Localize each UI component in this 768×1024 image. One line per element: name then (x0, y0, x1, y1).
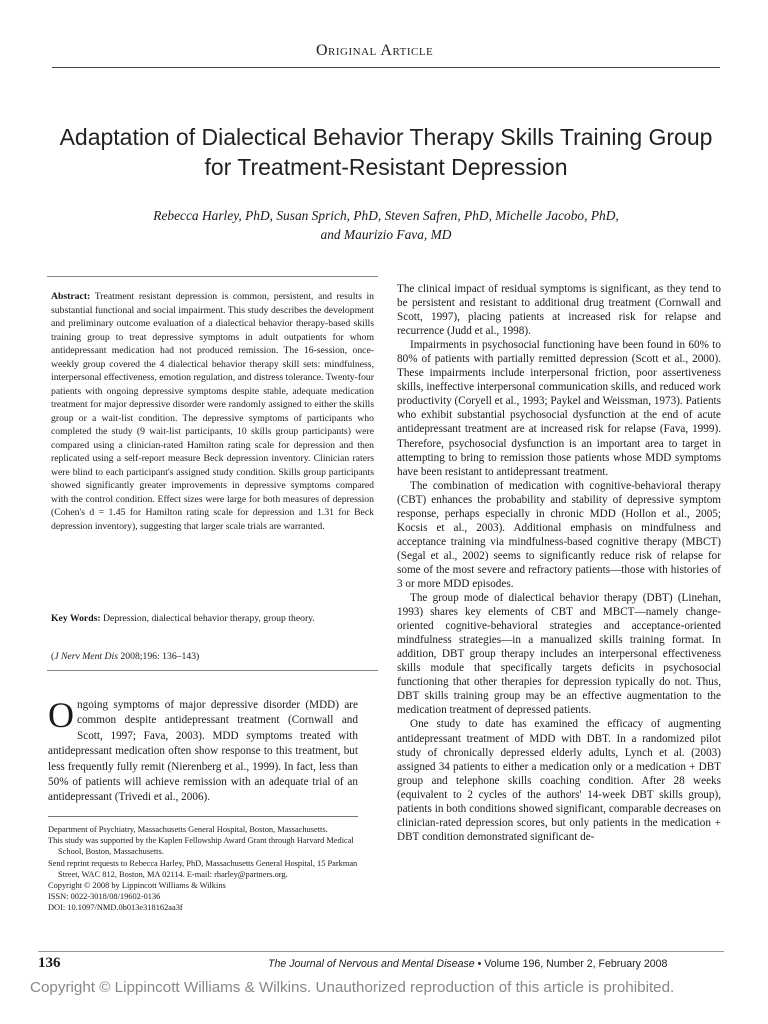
journal-footer (268, 958, 667, 970)
footnote-affiliation: Department of Psychiatry, Massachusetts General Hospital, Boston, Massachusetts. (48, 825, 328, 834)
body-paragraph: The combination of medication with cognitive-behavioral therapy (CBT) enhances the probability and stability of depressive symptom response, perhaps especially in chronic MDD (Hollon et al., 2005; Kocsis et al., 2003). Additional emphasis on mindfulness and acceptance training via mindfulness-based cognitive therapy (MBCT) (Segal et al., 2002) seems to significantly reduce risk of relapse for some of the most severe and refractory patients—those with histories of 3 or more MDD episodes. (397, 479, 721, 590)
body-paragraph: One study to date has examined the efficacy of augmenting antidepressant treatment of MDD with DBT. In a randomized pilot study of chronically depressed elderly adults, Lynch et al. (2003) assigned 34 patients to either a medication only or a medication + DBT group and telephone skills coaching condition. After 28 weeks (equivalent to 2 cycles of the authors' 14-week DBT skills group), patients in both conditions showed significant, comparable decreases on clinician-rated depression scores, but only patients in the medication + DBT condition demonstrated significant de- (397, 718, 721, 843)
body-paragraph: The group mode of dialectical behavior therapy (DBT) (Linehan, 1993) shares key elements of CBT and MBCT—namely change-oriented cognitive-behavioral strategies and acceptance-oriented mindfulness strategies—in a manualized skills training format. In addition, DBT group therapy includes an interpersonal effectiveness skills module that specifically targets deficits in psychosocial functioning that other therapies for depression typically do not. Thus, DBT skills training group may be an effective augmentation to the medication treatment of depressed patients. (397, 592, 721, 717)
footnote-copyright: Copyright © 2008 by Lippincott Williams & Wilkins (48, 881, 226, 891)
keywords (51, 612, 374, 626)
footnote-reprints: Send reprint requests to Rebecca Harley, PhD, Massachusetts General Hospital, 15 Parkman Street, WAC 812, Boston, MA 02114. E-mail: rharley@partners.org. (48, 858, 358, 879)
footer-rule (38, 951, 724, 952)
authors-line-2: and Maurizio Fava, MD (320, 227, 452, 242)
author-list (60, 206, 712, 244)
article-title: Adaptation of Dialectical Behavior Therapy Skills Training Group for Treatment-Resistant Depression (59, 124, 713, 180)
footnote-rule (48, 816, 358, 817)
journal-issue: • Volume 196, Number 2, February 2008 (477, 958, 668, 970)
journal-name: The Journal of Nervous and Mental Disease (268, 958, 475, 970)
abstract (51, 290, 374, 533)
keywords-text: Depression, dialectical behavior therapy, group theory. (103, 613, 315, 624)
keywords-label: Key Words: (51, 613, 101, 624)
citation-journal: J Nerv Ment Dis (54, 651, 118, 662)
abstract-label: Abstract: (51, 291, 91, 302)
footnote-funding: This study was supported by the Kaplen Fellowship Award Grant through Harvard Medical School, Boston, Massachusetts. (48, 836, 354, 857)
citation-details: 2008;196: 136–143) (120, 651, 200, 662)
intro-paragraph (48, 695, 358, 806)
section-label: Original Article (316, 42, 434, 59)
copyright-banner: Copyright © Lippincott Williams & Wilkins. Unauthorized reproduction of this article is prohibited. (30, 979, 675, 996)
body-paragraph: The clinical impact of residual symptoms is significant, as they tend to be persistent and resistant to additional drug treatment (Cornwall and Scott, 1997), placing patients at increased risk for relapse and recurrence (Judd et al., 1998). (397, 283, 721, 338)
footnotes (48, 824, 368, 914)
intro-text: ngoing symptoms of major depressive disorder (MDD) are common despite antidepressant treatment (Cornwall and Scott, 1997; Fava, 2003). MDD symptoms treated with antidepressant medication often show response to this treatment, but less frequently fully remit (Nierenberg et al., 1999). In fact, less than 50% of patients will achieve remission with an adequate trial of an antidepressant (Trivedi et al., 2006). (48, 699, 358, 804)
right-column (397, 282, 721, 844)
abstract-text: Treatment resistant depression is common, persistent, and results in substantial functional and social impairment. This study describes the development and preliminary outcome evaluation of a dialectical behavior therapy-based skills training group to treat depressive symptoms in adult outpatients for whom antidepressant medication had not produced remission. The 16-session, once-weekly group covered the 4 dialectical behavior therapy skill sets: mindfulness, interpersonal effectiveness, emotion regulation, and distress tolerance. Twenty-four patients with ongoing depressive symptoms despite stable, adequate medication treatment for major depressive disorder were randomly assigned to either the skills group or a wait-list condition. The depressive symptoms of participants who completed the study (9 wait-list participants, 10 skills group participants) were compared using a clinician-rated Hamilton rating scale for depression and then replicated using a self-report measure Beck depression inventory. Clinician raters were blind to each participant's assigned study condition. Skills group participants showed significantly greater improvements in depressive symptoms compared with the control condition. Effect sizes were large for both measures of depression (Cohen's d = 1.45 for Hamilton rating scale for depression and 1.31 for Beck depression inventory), suggesting that larger scale trials are warranted. (51, 291, 374, 532)
header-rule (52, 67, 720, 68)
footnote-doi: DOI: 10.1097/NMD.0b013e318162aa3f (48, 903, 183, 913)
authors-line-1: Rebecca Harley, PhD, Susan Sprich, PhD, Steven Safren, PhD, Michelle Jacobo, PhD, (153, 208, 619, 223)
page-number: 136 (38, 955, 61, 971)
drop-cap: O (48, 695, 74, 735)
citation: (J Nerv Ment Dis 2008;196: 136–143) (51, 651, 200, 662)
footnote-issn: ISSN: 0022-3018/08/19602-0136 (48, 892, 161, 902)
body-paragraph: Impairments in psychosocial functioning have been found in 60% to 80% of patients with partially remitted depression (Scott et al., 2000). These impairments include interpersonal friction, poor assertiveness skills, ineffective interpersonal communication skills, and reduced work productivity (Coryell et al., 1993; Paykel and Weissman, 1973). Patients who exhibit substantial psychosocial dysfunction at the end of acute antidepressant treatment are at increased risk for relapse (Fava, 1999). Therefore, psychosocial dysfunction is an important area to target in attempting to bring to remission those patients whose MDD symptoms have been resistant to antidepressant treatment. (397, 339, 721, 478)
